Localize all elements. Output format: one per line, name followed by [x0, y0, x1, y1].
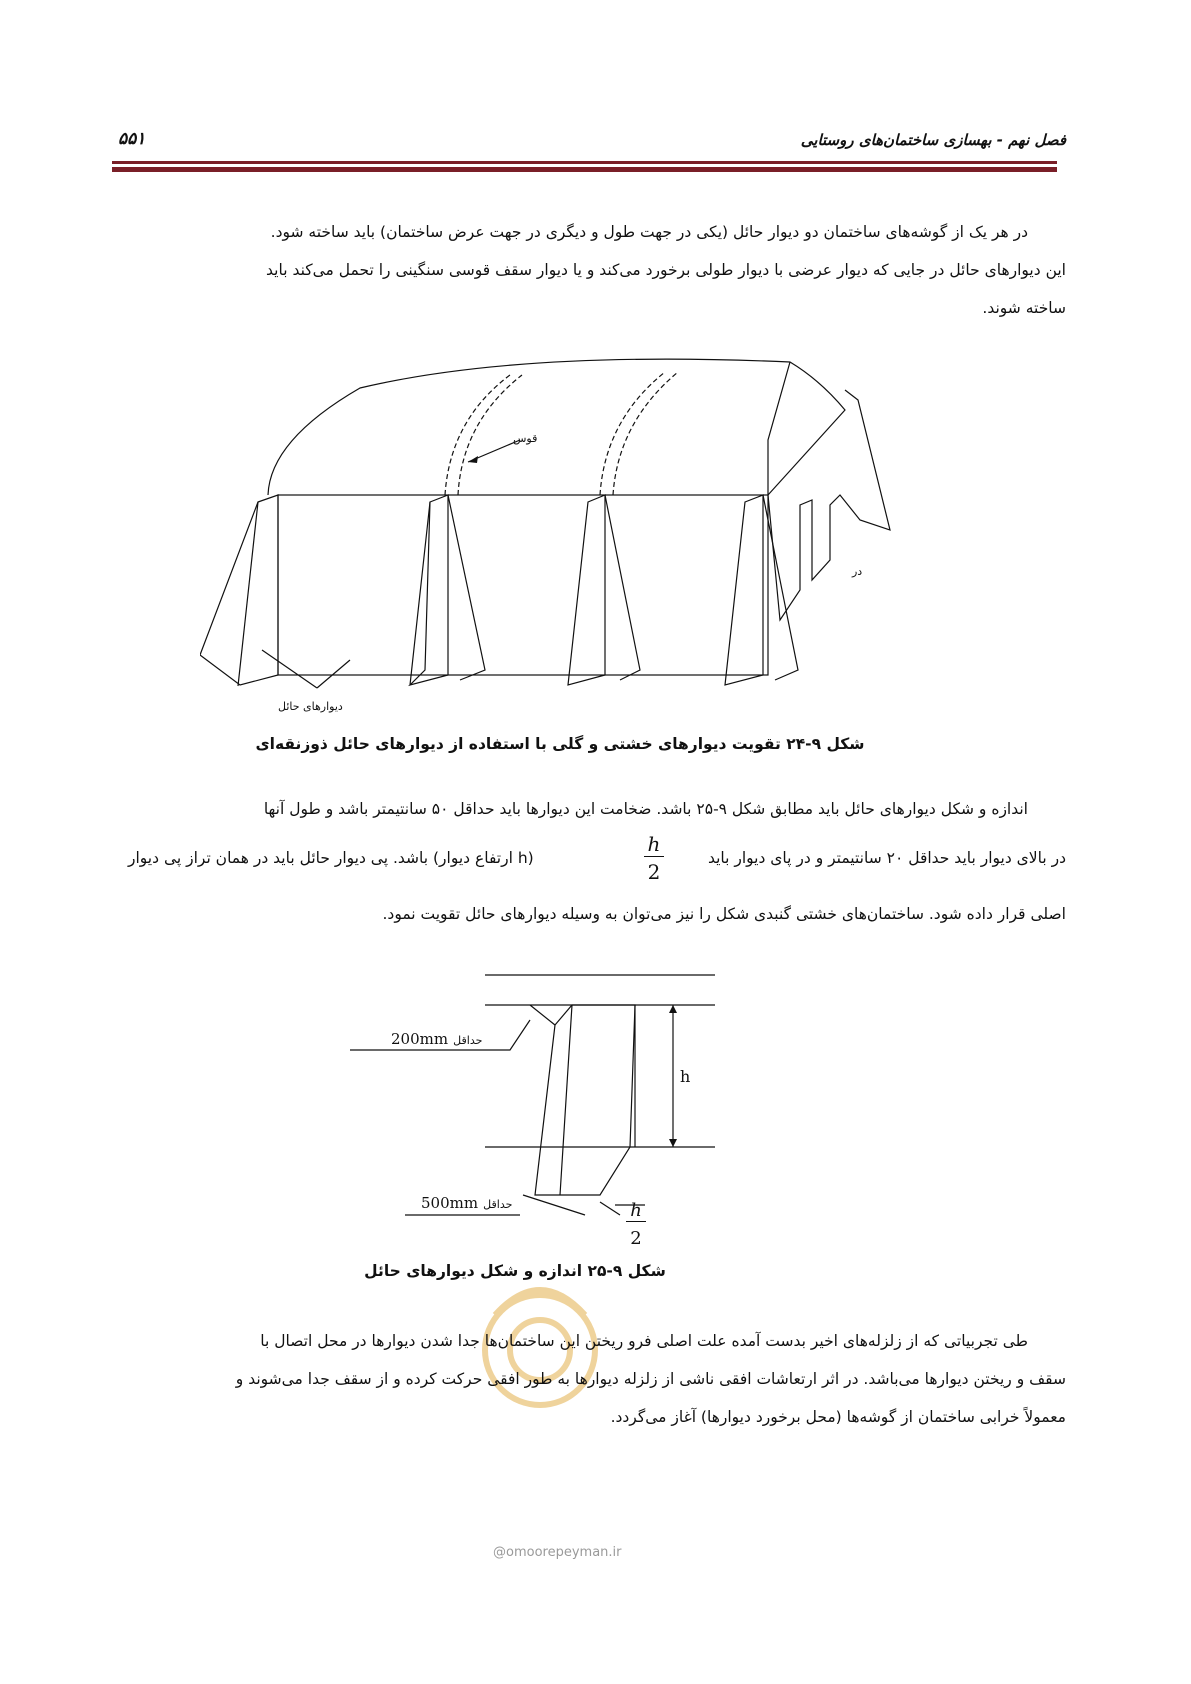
- buttress-leader: [262, 650, 350, 688]
- paragraph-3-line-3: معمولاً خرابی ساختمان از گوشه‌ها (محل برخورد دیوارها) آغاز می‌گردد.: [610, 1408, 1066, 1426]
- top-dimension-min: حداقل: [453, 1034, 483, 1047]
- fraction-numerator: h: [644, 832, 664, 857]
- arch-label: قوس: [513, 432, 538, 445]
- top-dimension-label: [391, 1029, 482, 1048]
- buttress-4: [725, 495, 763, 685]
- paragraph-2-line-1: اندازه و شکل دیوارهای حائل باید مطابق شکل ۹-۲۵ باشد. ضخامت این دیوارها باید حداقل ۵۰ سانتیمتر باشد و طول آنها: [263, 800, 1028, 818]
- watermark-site-text: @omoorepeyman.ir: [493, 1545, 622, 1560]
- header-rule-thin: [112, 161, 1057, 164]
- vault-roof-outline: [268, 359, 845, 495]
- paragraph-2-line-3: اصلی قرار داده شود. ساختمان‌های خشتی گنبدی شکل را نیز می‌توان به وسیله دیوارهای حائل تقویت نمود.: [382, 905, 1066, 923]
- header-rule-thick: [112, 167, 1057, 172]
- door-gable: [768, 390, 890, 620]
- paragraph-2: [128, 790, 1066, 828]
- paragraph-1-line-3: ساخته شوند.: [982, 299, 1066, 317]
- bottom-dimension-min: حداقل: [483, 1198, 513, 1211]
- paragraph-2-line-2: [128, 832, 1066, 887]
- buttress-3: [568, 495, 605, 685]
- fraction-denominator: 2: [647, 860, 661, 884]
- figure-24-caption: شکل ۹-۲۴ تقویت دیوارهای خشتی و گلی با استفاده از دیوارهای حائل ذوزنقه‌ای: [255, 735, 865, 753]
- paragraph-2-line-2a: در بالای دیوار باید حداقل ۲۰ سانتیمتر و در پای دیوار باید: [707, 849, 1066, 867]
- paragraph-1-line-1: در هر یک از گوشه‌های ساختمان دو دیوار حائل (یکی در جهت طول و دیگری در جهت عرض ساختمان) باید ساخته شود.: [270, 223, 1028, 241]
- paragraph-1-line-2: این دیوارهای حائل در جایی که دیوار عرضی با دیوار طولی برخورد می‌کند و یا دیوار سقف قوسی سنگینی را تحمل می‌کند باید: [266, 261, 1066, 279]
- figure-25-caption: شکل ۹-۲۵ اندازه و شکل دیوارهای حائل: [364, 1262, 666, 1280]
- bottom-dimension-value: 500mm: [421, 1194, 479, 1212]
- figure-24-buttress-drawing: [200, 350, 920, 730]
- buttress-label: دیوارهای حائل: [278, 700, 343, 713]
- door-label: در: [852, 565, 863, 578]
- height-label: h: [680, 1067, 691, 1086]
- top-dimension-value: 200mm: [391, 1030, 449, 1048]
- paragraph-1: [128, 213, 1066, 327]
- arch-dashed-2a: [600, 372, 665, 495]
- page-number: ۵۵۱: [118, 129, 146, 149]
- at-icon: @: [493, 1545, 506, 1560]
- buttress-1: [200, 495, 278, 685]
- paragraph-2-line-2b: (h ارتفاع دیوار) باشد. پی دیوار حائل باید در همان تراز پی دیوار: [128, 849, 534, 867]
- arch-dashed-1a: [445, 375, 510, 495]
- running-header-title: فصل نهم - بهسازی ساختمان‌های روستایی: [800, 131, 1066, 149]
- buttress-2: [410, 495, 448, 685]
- paragraph-2-cont: [128, 895, 1066, 933]
- bottom-dimension-label: [421, 1193, 512, 1212]
- front-wall: [278, 495, 768, 675]
- buttress-profile: [535, 1005, 635, 1195]
- paragraph-3: [128, 1322, 1066, 1436]
- figure-25-fraction-denominator: 2: [630, 1228, 642, 1249]
- figure-25-buttress-dimensions: [345, 965, 730, 1265]
- paragraph-3-line-2: سقف و ریختن دیوارها می‌باشد. در اثر ارتعاشات افقی ناشی از زلزله دیوارها به طور افقی حرکت کرده و از سقف جدا می‌شوند و: [235, 1370, 1066, 1388]
- paragraph-3-line-1: طی تجربیاتی که از زلزله‌های اخیر بدست آمده علت اصلی فرو ریختن این ساختمان‌ها جدا شدن دیوارها در محل اتصال با: [260, 1332, 1028, 1350]
- figure-25-fraction-numerator: h: [626, 1200, 646, 1222]
